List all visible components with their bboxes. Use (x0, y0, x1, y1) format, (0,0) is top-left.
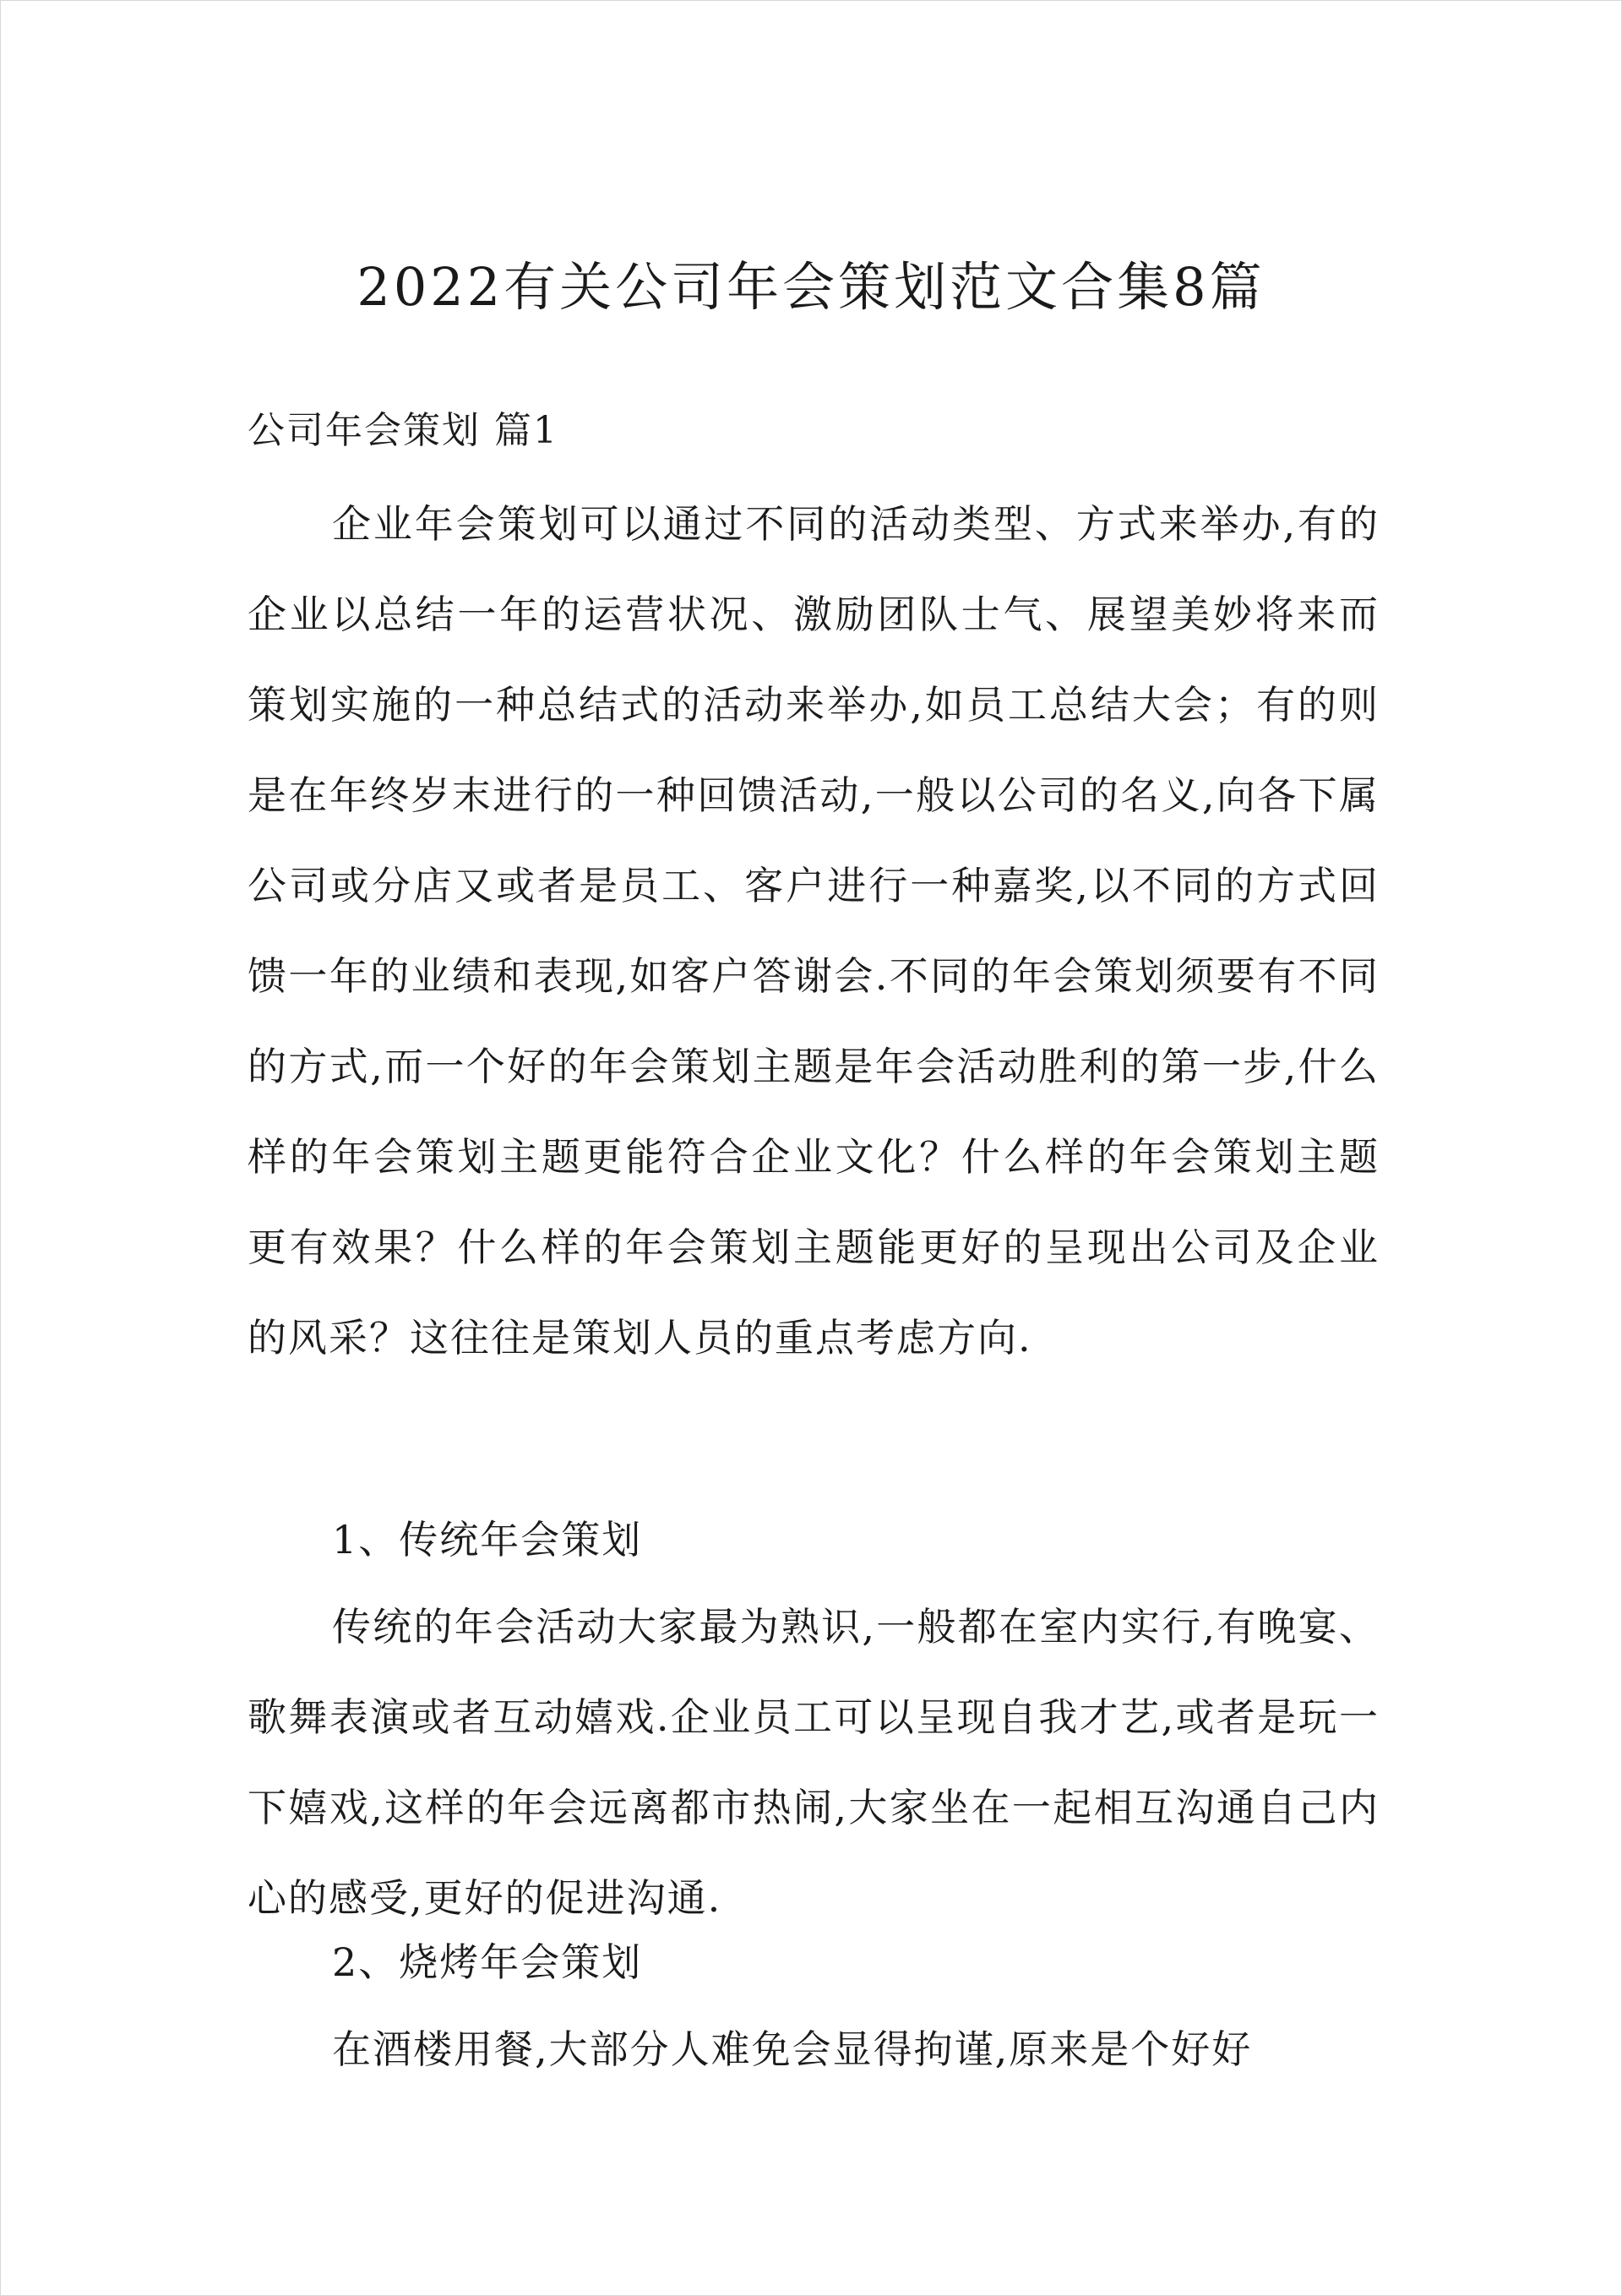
item-heading-1: 1、传统年会策划 (332, 1517, 643, 1562)
intro-paragraph: 企业年会策划可以通过不同的活动类型、方式来举办,有的企业以总结一年的运营状况、激励团队士气、展望美妙将来而策划实施的一种总结式的活动来举办,如员工总结大会；有的则是在年终岁末进行的一种回馈活动,一般以公司的名义,向各下属公司或分店又或者是员工、客户进行一种嘉奖,以不同的方式回馈一年的业绩和表现,如客户答谢会.不同的年会策划须要有不同的方式,而一个好的年会策划主题是年会活动胜利的第一步,什么样的年会策划主题更能符合企业文化？什么样的年会策划主题更有效果？什么样的年会策划主题能更好的呈现出公司及企业的风采？这往往是策划人员的重点考虑方向. (248, 501, 1380, 1361)
document-title: 2022有关公司年会策划范文合集8篇 (357, 256, 1265, 318)
item-paragraph-2: 在酒楼用餐,大部分人难免会显得拘谨,原来是个好好 (332, 2026, 1253, 2072)
item-heading-2: 2、烧烤年会策划 (332, 1939, 643, 1985)
section-heading: 公司年会策划 篇1 (248, 409, 558, 452)
item-paragraph-1: 传统的年会活动大家最为熟识,一般都在室内实行,有晚宴、歌舞表演或者互动嬉戏.企业员工可以呈现自我才艺,或者是玩一下嬉戏,这样的年会远离都市热闹,大家坐在一起相互沟通自己内心的感受,更好的促进沟通. (248, 1604, 1380, 1921)
